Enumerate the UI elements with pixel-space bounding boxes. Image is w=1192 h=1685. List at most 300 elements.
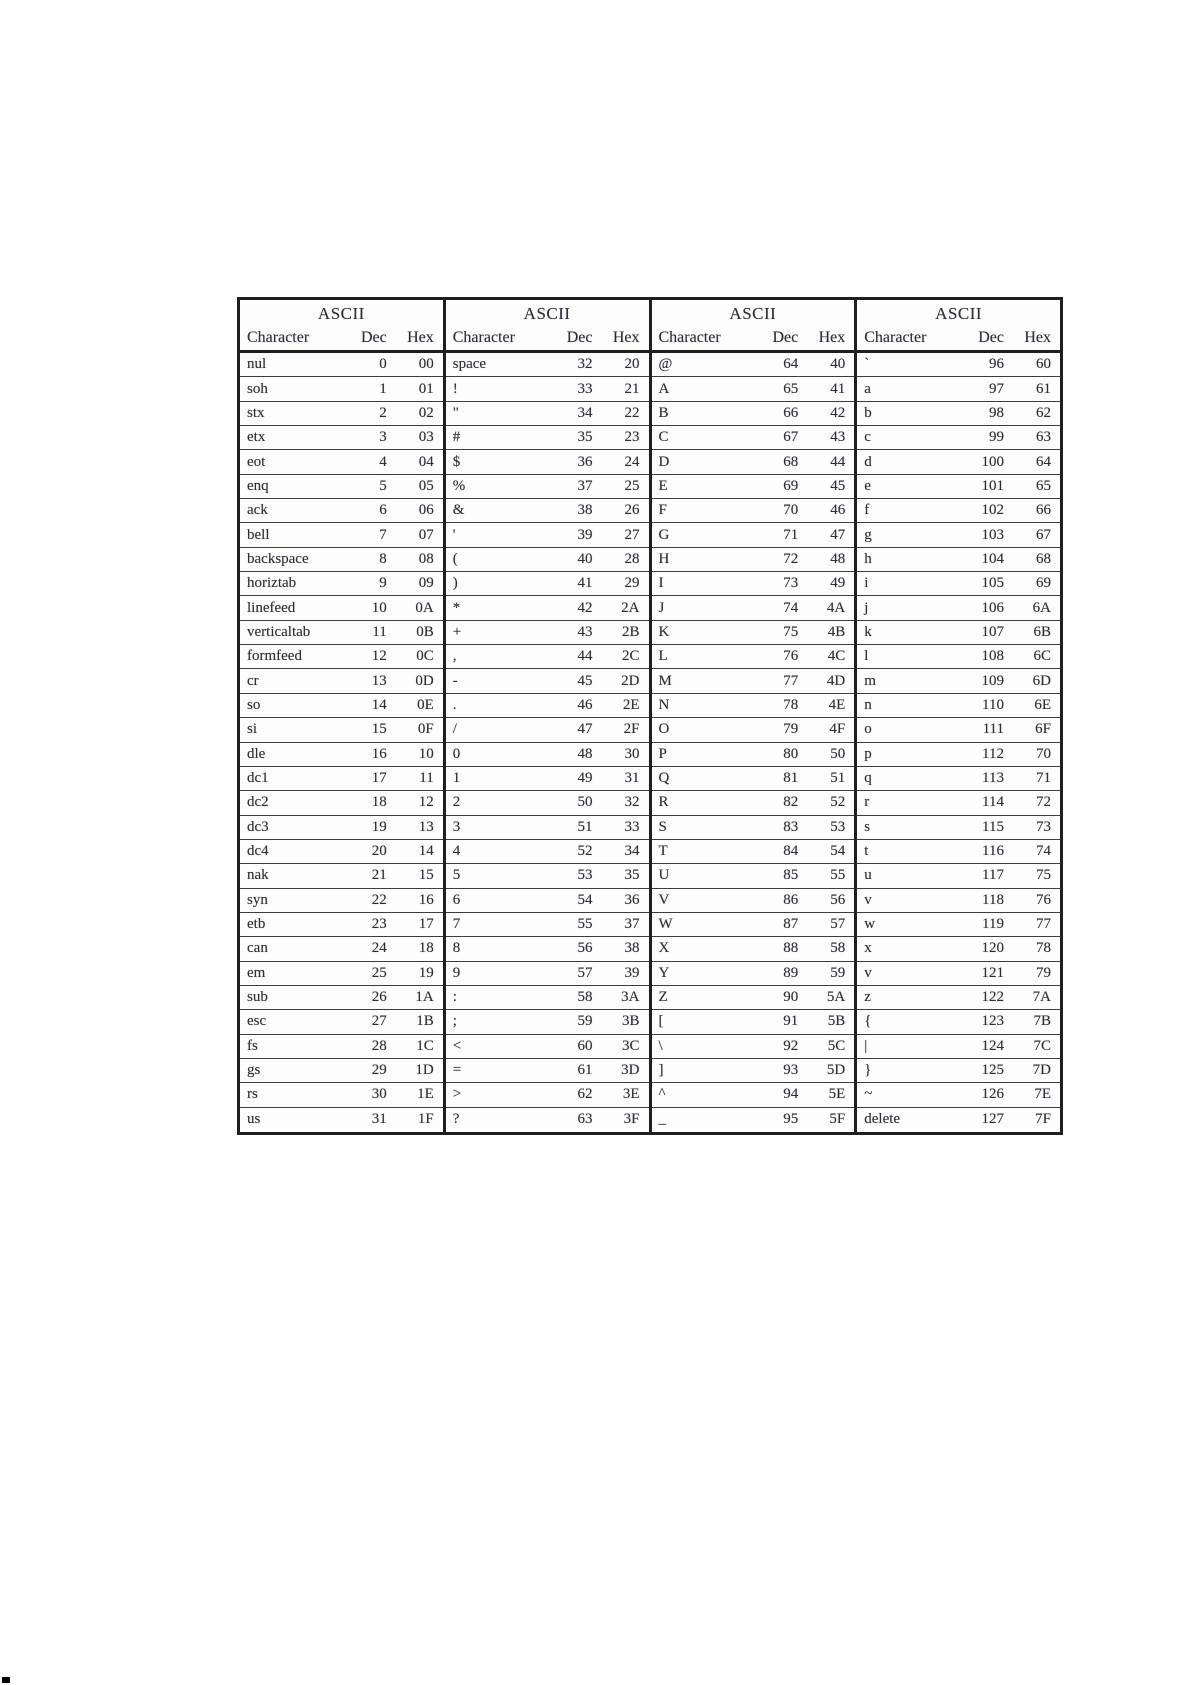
table-row (446, 426, 649, 450)
cell-dec: 38 (577, 502, 593, 519)
table-row (652, 889, 855, 913)
cell-hex: 48 (830, 550, 846, 567)
cell-dec: 114 (982, 794, 1004, 811)
table-row (240, 426, 443, 450)
table-row (652, 548, 855, 572)
cell-hex: 47 (830, 526, 846, 543)
cell-dec: 107 (981, 623, 1004, 640)
cell-dec: 115 (982, 818, 1004, 835)
cell-dec: 92 (783, 1037, 799, 1054)
cell-dec: 85 (783, 867, 799, 884)
cell-dec: 59 (577, 1013, 593, 1030)
cell-character: linefeed (247, 599, 296, 616)
cell-dec: 32 (577, 356, 593, 373)
cell-hex: 6B (1033, 623, 1051, 640)
table-row (446, 475, 649, 499)
column-header-hex: Hex (612, 329, 640, 346)
table-row (446, 1035, 649, 1059)
cell-dec: 26 (371, 989, 387, 1006)
table-row (857, 523, 1060, 547)
cell-dec: 28 (371, 1037, 387, 1054)
cell-hex: 0D (415, 672, 434, 689)
cell-hex: 11 (419, 770, 434, 787)
cell-hex: 35 (624, 867, 640, 884)
table-row (446, 864, 649, 888)
cell-hex: 1C (416, 1037, 434, 1054)
table-row (446, 718, 649, 742)
cell-dec: 47 (577, 721, 593, 738)
table-row (240, 1035, 443, 1059)
cell-dec: 125 (981, 1062, 1004, 1079)
cell-hex: 1A (415, 989, 434, 1006)
cell-dec: 118 (982, 891, 1004, 908)
cell-character: L (658, 648, 668, 665)
cell-character: Q (658, 770, 670, 787)
cell-character: ) (452, 575, 458, 592)
cell-character: cr (247, 672, 259, 689)
cell-dec: 29 (371, 1062, 387, 1079)
cell-hex: 02 (418, 404, 434, 421)
cell-character: & (452, 502, 465, 519)
table-row (857, 1059, 1060, 1083)
table-row (446, 499, 649, 523)
cell-hex: 71 (1036, 770, 1051, 787)
cell-character: M (658, 672, 672, 689)
column-header-character: Character (864, 329, 927, 346)
cell-character: ` (864, 356, 870, 373)
cell-dec: 46 (577, 696, 593, 713)
cell-dec: 60 (577, 1037, 593, 1054)
cell-dec: 43 (577, 623, 593, 640)
cell-character: ' (452, 526, 456, 543)
cell-hex: 68 (1036, 550, 1051, 567)
cell-dec: 14 (371, 696, 387, 713)
cell-hex: 61 (1036, 380, 1051, 397)
cell-hex: 24 (624, 453, 640, 470)
cell-character: D (658, 453, 670, 470)
table-row (857, 377, 1060, 401)
cell-hex: 75 (1036, 867, 1051, 884)
cell-dec: 53 (577, 867, 593, 884)
cell-character: ? (452, 1111, 460, 1128)
cell-character: can (247, 940, 268, 957)
cell-character: * (452, 599, 461, 616)
cell-hex: 20 (624, 356, 640, 373)
table-row (240, 621, 443, 645)
cell-character: si (247, 721, 258, 738)
cell-character: etb (247, 916, 266, 933)
table-row (240, 645, 443, 669)
table-row (240, 816, 443, 840)
cell-hex: 25 (624, 477, 640, 494)
cell-hex: 38 (624, 940, 640, 957)
ascii-table-group-1 (240, 300, 443, 1132)
cell-dec: 68 (783, 453, 799, 470)
table-row (446, 1059, 649, 1083)
table-row (446, 572, 649, 596)
cell-dec: 16 (371, 745, 387, 762)
cell-dec: 98 (989, 404, 1004, 421)
cell-hex: 34 (624, 843, 640, 860)
cell-dec: 117 (982, 867, 1004, 884)
cell-character: d (864, 453, 872, 470)
cell-character: , (452, 648, 457, 665)
table-row (652, 523, 855, 547)
table-row (652, 718, 855, 742)
cell-character: q (864, 770, 872, 787)
table-row (446, 402, 649, 426)
group-title: ASCII (935, 304, 983, 323)
cell-hex: 3C (621, 1037, 640, 1054)
cell-hex: 6A (1032, 599, 1051, 616)
cell-dec: 10 (371, 599, 387, 616)
table-row (240, 840, 443, 864)
table-row (446, 937, 649, 961)
cell-hex: 7A (1032, 989, 1051, 1006)
table-row (652, 816, 855, 840)
cell-character: f (864, 502, 870, 519)
table-row (857, 791, 1060, 815)
table-row (652, 767, 855, 791)
table-row (652, 791, 855, 815)
cell-dec: 76 (783, 648, 799, 665)
cell-hex: 4F (829, 721, 846, 738)
cell-character: @ (658, 356, 673, 373)
cell-hex: 12 (418, 794, 434, 811)
table-row (446, 621, 649, 645)
table-row (857, 864, 1060, 888)
cell-character: em (247, 964, 266, 981)
table-row (652, 377, 855, 401)
column-header-character: Character (452, 329, 515, 346)
cell-dec: 45 (577, 672, 593, 689)
cell-hex: 06 (418, 502, 434, 519)
table-row (446, 962, 649, 986)
cell-hex: 58 (830, 940, 846, 957)
table-row (652, 986, 855, 1010)
cell-character: us (247, 1111, 261, 1128)
cell-dec: 83 (783, 818, 799, 835)
cell-character: backspace (247, 550, 309, 567)
cell-dec: 79 (783, 721, 799, 738)
cell-hex: 79 (1036, 964, 1051, 981)
cell-hex: 16 (418, 891, 434, 908)
cell-dec: 15 (371, 721, 387, 738)
scan-artifact-mark (2, 1677, 10, 1683)
cell-character: O (658, 721, 670, 738)
cell-hex: 46 (830, 502, 846, 519)
cell-character: 6 (452, 891, 461, 908)
column-header-hex: Hex (407, 329, 434, 346)
cell-hex: 77 (1036, 916, 1051, 933)
cell-character: ; (452, 1013, 457, 1030)
cell-character: c (864, 429, 871, 446)
cell-character: w (864, 916, 876, 933)
cell-hex: 23 (624, 429, 640, 446)
cell-dec: 94 (783, 1086, 799, 1103)
ascii-table-group-4 (854, 300, 1060, 1132)
cell-dec: 51 (577, 818, 593, 835)
cell-hex: 19 (418, 964, 434, 981)
cell-character: r (864, 794, 870, 811)
cell-hex: 49 (830, 575, 846, 592)
cell-character: C (658, 429, 669, 446)
table-row (240, 1083, 443, 1107)
cell-dec: 113 (982, 770, 1004, 787)
table-row (446, 353, 649, 377)
table-row (240, 694, 443, 718)
cell-hex: 65 (1036, 477, 1051, 494)
cell-character: formfeed (247, 648, 302, 665)
column-header-dec: Dec (772, 329, 799, 346)
cell-dec: 48 (577, 745, 593, 762)
table-row (857, 475, 1060, 499)
cell-dec: 126 (981, 1086, 1004, 1103)
cell-character: enq (247, 477, 269, 494)
cell-hex: 27 (624, 526, 640, 543)
cell-hex: 39 (624, 964, 640, 981)
column-header-hex: Hex (818, 329, 846, 346)
cell-character: - (452, 672, 458, 689)
cell-hex: 18 (418, 940, 434, 957)
cell-hex: 29 (624, 575, 640, 592)
column-header-character: Character (658, 329, 721, 346)
cell-hex: 6E (1034, 696, 1051, 713)
table-row (652, 962, 855, 986)
cell-character: ! (452, 380, 458, 397)
cell-character: ^ (658, 1086, 666, 1103)
table-row (446, 596, 649, 620)
table-row (857, 986, 1060, 1010)
cell-hex: 6C (1033, 648, 1051, 665)
cell-character: bell (247, 526, 270, 543)
column-header-dec: Dec (566, 329, 593, 346)
cell-hex: 1E (417, 1086, 434, 1103)
cell-hex: 15 (418, 867, 434, 884)
cell-dec: 127 (981, 1111, 1004, 1128)
cell-dec: 66 (783, 404, 799, 421)
cell-dec: 90 (783, 989, 799, 1006)
cell-hex: 72 (1036, 794, 1051, 811)
table-row (446, 645, 649, 669)
cell-character: g (864, 526, 872, 543)
cell-character: dc2 (247, 794, 269, 811)
table-row (857, 718, 1060, 742)
cell-hex: 2B (621, 623, 640, 640)
cell-hex: 78 (1036, 940, 1051, 957)
cell-hex: 09 (418, 575, 434, 592)
cell-dec: 72 (783, 550, 799, 567)
table-row (652, 353, 855, 377)
cell-hex: 66 (1036, 502, 1051, 519)
cell-character: sub (247, 989, 268, 1006)
table-row (240, 1108, 443, 1132)
cell-dec: 123 (981, 1013, 1004, 1030)
table-row (240, 791, 443, 815)
cell-hex: 69 (1036, 575, 1051, 592)
ascii-table (237, 297, 1063, 1135)
cell-dec: 35 (577, 429, 593, 446)
cell-character: b (864, 404, 872, 421)
cell-character: m (864, 672, 876, 689)
cell-dec: 61 (577, 1062, 593, 1079)
cell-hex: 2A (621, 599, 640, 616)
table-row (240, 669, 443, 693)
table-row (857, 840, 1060, 864)
table-row (857, 937, 1060, 961)
cell-hex: 2C (621, 648, 640, 665)
cell-dec: 31 (371, 1111, 387, 1128)
cell-character: \ (658, 1037, 663, 1054)
cell-hex: 0E (417, 696, 434, 713)
cell-dec: 75 (783, 623, 799, 640)
cell-dec: 52 (577, 843, 593, 860)
cell-dec: 101 (981, 477, 1004, 494)
cell-hex: 52 (830, 794, 846, 811)
cell-hex: 63 (1036, 429, 1051, 446)
table-row (240, 913, 443, 937)
cell-dec: 30 (371, 1086, 387, 1103)
table-row (652, 499, 855, 523)
cell-character: E (658, 477, 668, 494)
table-row (857, 767, 1060, 791)
cell-dec: 13 (371, 672, 387, 689)
table-row (240, 889, 443, 913)
cell-character: # (452, 429, 461, 446)
table-row (857, 913, 1060, 937)
cell-character: ] (658, 1062, 664, 1079)
cell-hex: 3B (621, 1013, 640, 1030)
cell-hex: 0B (416, 623, 434, 640)
cell-hex: 74 (1036, 843, 1051, 860)
cell-hex: 54 (830, 843, 846, 860)
cell-character: 8 (452, 940, 461, 957)
table-row (240, 1010, 443, 1034)
cell-character: 0 (452, 745, 461, 762)
cell-character: + (452, 623, 462, 640)
cell-hex: 41 (830, 380, 846, 397)
cell-dec: 55 (577, 916, 593, 933)
cell-hex: 3A (621, 989, 640, 1006)
cell-character: dc1 (247, 770, 269, 787)
table-row (240, 353, 443, 377)
table-row (652, 1010, 855, 1034)
cell-dec: 73 (783, 575, 799, 592)
cell-character: soh (247, 380, 268, 397)
cell-character: H (658, 550, 670, 567)
group-title: ASCII (523, 304, 571, 323)
table-row (857, 669, 1060, 693)
cell-dec: 33 (577, 380, 593, 397)
cell-hex: 3D (621, 1062, 640, 1079)
cell-character: R (658, 794, 669, 811)
table-row (240, 937, 443, 961)
cell-hex: 03 (418, 429, 434, 446)
cell-dec: 19 (371, 818, 387, 835)
table-row (652, 864, 855, 888)
cell-character: 1 (452, 770, 461, 787)
group-title: ASCII (729, 304, 777, 323)
cell-character: % (452, 477, 466, 494)
cell-hex: 70 (1036, 745, 1051, 762)
table-row (857, 621, 1060, 645)
cell-dec: 42 (577, 599, 593, 616)
cell-dec: 103 (981, 526, 1004, 543)
cell-dec: 87 (783, 916, 799, 933)
cell-character: z (864, 989, 871, 1006)
cell-character: gs (247, 1062, 261, 1079)
cell-character: > (452, 1086, 462, 1103)
table-row (652, 1108, 855, 1132)
cell-character: : (452, 989, 457, 1006)
table-row (857, 450, 1060, 474)
cell-hex: 5A (826, 989, 846, 1006)
cell-character: eot (247, 453, 266, 470)
cell-hex: 1D (415, 1062, 434, 1079)
cell-dec: 22 (371, 891, 387, 908)
cell-character: 5 (452, 867, 461, 884)
cell-hex: 55 (830, 867, 846, 884)
cell-hex: 36 (624, 891, 640, 908)
table-row (652, 743, 855, 767)
cell-dec: 110 (982, 696, 1004, 713)
cell-dec: 100 (981, 453, 1004, 470)
cell-character: i (864, 575, 869, 592)
table-row (446, 889, 649, 913)
cell-character: " (452, 404, 459, 421)
cell-dec: 58 (577, 989, 593, 1006)
cell-hex: 04 (418, 453, 434, 470)
cell-dec: 121 (981, 964, 1004, 981)
cell-character: I (658, 575, 664, 592)
cell-character: = (452, 1062, 462, 1079)
cell-dec: 105 (981, 575, 1004, 592)
cell-character: v (864, 964, 872, 981)
cell-character: 4 (452, 843, 461, 860)
cell-dec: 99 (989, 429, 1004, 446)
cell-hex: 64 (1036, 453, 1051, 470)
cell-dec: 27 (371, 1013, 387, 1030)
cell-character: G (658, 526, 670, 543)
cell-character: ( (452, 550, 458, 567)
cell-hex: 43 (830, 429, 846, 446)
table-row (446, 1083, 649, 1107)
table-row (652, 572, 855, 596)
table-row (240, 743, 443, 767)
cell-dec: 44 (577, 648, 593, 665)
column-headers (857, 326, 1060, 353)
cell-dec: 119 (982, 916, 1004, 933)
cell-dec: 17 (371, 770, 387, 787)
table-row (446, 1108, 649, 1132)
cell-character: V (658, 891, 670, 908)
cell-character: Z (658, 989, 668, 1006)
cell-hex: 62 (1036, 404, 1051, 421)
cell-character: n (864, 696, 872, 713)
cell-character: U (658, 867, 670, 884)
cell-hex: 10 (418, 745, 434, 762)
cell-dec: 25 (371, 964, 387, 981)
table-row (652, 937, 855, 961)
table-row (857, 1010, 1060, 1034)
cell-character: k (864, 623, 872, 640)
cell-hex: 01 (418, 380, 434, 397)
table-row (857, 889, 1060, 913)
cell-character: dle (247, 745, 266, 762)
cell-character: . (452, 696, 457, 713)
cell-dec: 96 (989, 356, 1004, 373)
cell-hex: 4C (827, 648, 846, 665)
